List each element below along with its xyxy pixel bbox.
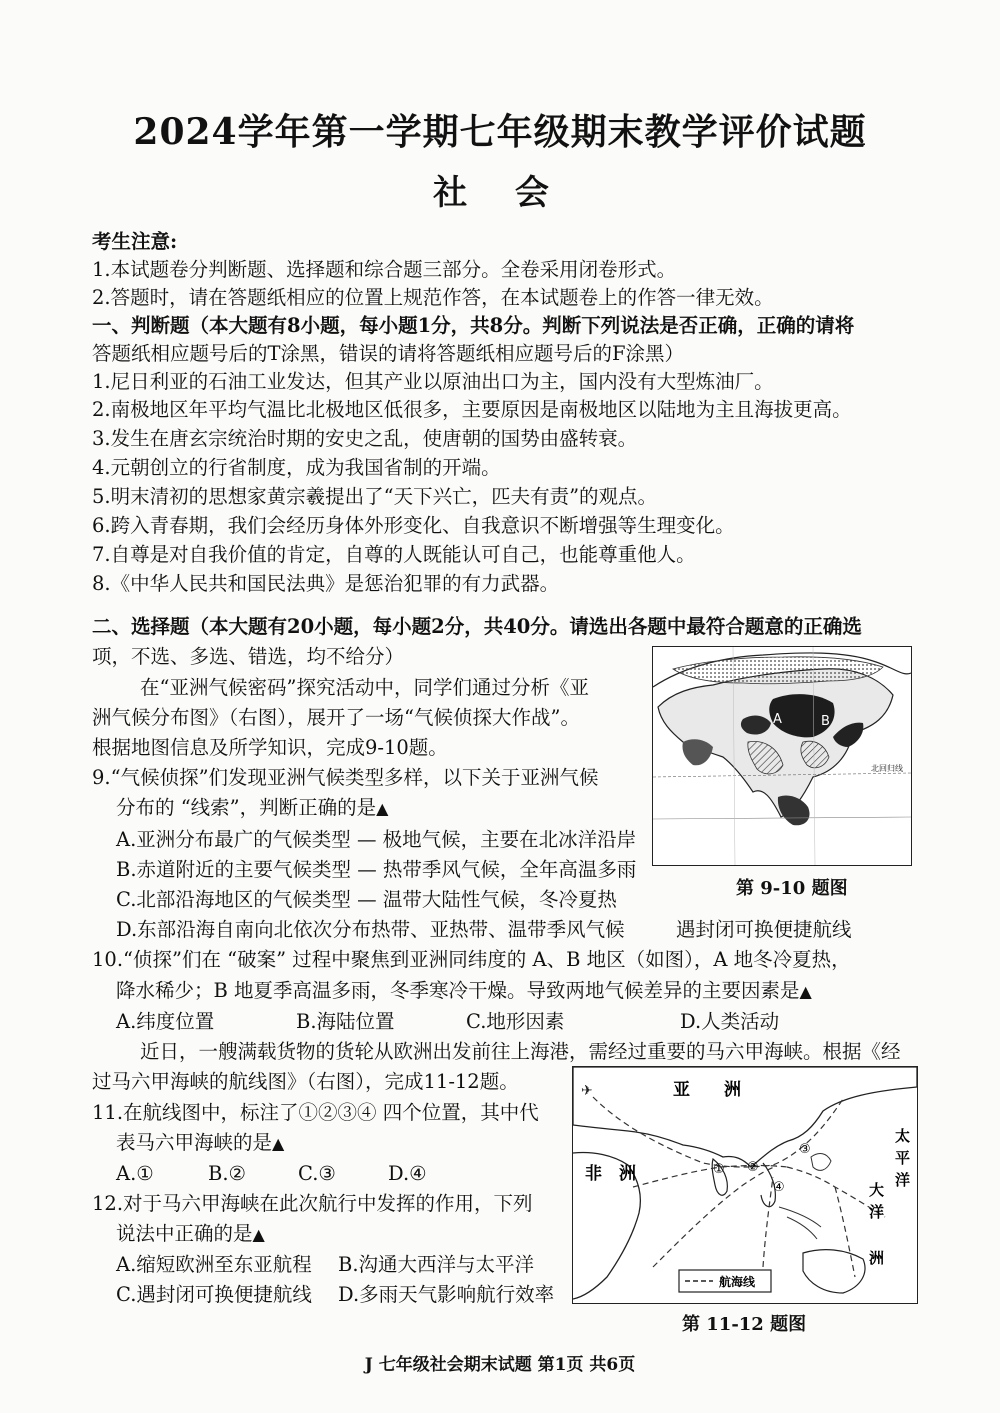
shipping-route-map-graphic <box>573 1067 917 1303</box>
map1-label-a: A <box>773 712 782 727</box>
question-9-option-d: D.东部沿海自南向北依次分布热带、亚热带、温带季风气候 <box>116 918 625 941</box>
map2-africa-label: 非 洲 <box>585 1164 636 1184</box>
map2-pacific-char-1: 太 <box>895 1127 911 1145</box>
question-11-option-a: A.① <box>116 1162 154 1185</box>
asia-climate-map-graphic <box>653 647 911 865</box>
question-12-option-d: D.多雨天气影响航行效率 <box>338 1283 555 1306</box>
page-footer: J 七年级社会期末试题 第1页 共6页 <box>364 1355 636 1375</box>
question-11-option-d: D.④ <box>388 1162 427 1185</box>
judgement-question-5: 5.明末清初的思想家黄宗羲提出了“天下兴亡，匹夫有责”的观点。 <box>92 485 658 508</box>
stray-bleed-text: 遇封闭可换便捷航线 <box>676 918 852 941</box>
question-11-option-b: B.② <box>208 1162 247 1185</box>
intro-9-10-line-2: 洲气候分布图》（右图），展开了一场“气候侦探大作战”。 <box>92 706 580 729</box>
question-12-option-b: B.沟通大西洋与太平洋 <box>338 1253 535 1276</box>
question-9-option-a: A.亚洲分布最广的气候类型 — 极地气候，主要在北冰洋沿岸 <box>116 828 637 851</box>
judgement-question-8: 8.《中华人民共和国民法典》是惩治犯罪的有力武器。 <box>92 572 560 595</box>
route-marker-1: ① <box>713 1162 725 1177</box>
notice-heading: 考生注意: <box>92 230 178 253</box>
map2-asia-label: 亚 洲 <box>673 1080 741 1100</box>
section2-heading: 二、选择题（本大题有20小题，每小题2分，共40分。请选出各题中最符合题意的正确选 <box>92 615 862 638</box>
question-10-option-a: A.纬度位置 <box>116 1010 215 1033</box>
shipping-route-map <box>572 1066 918 1304</box>
question-11-stem-cont <box>116 1129 284 1158</box>
asia-climate-map <box>652 646 912 866</box>
question-12-stem: 12.对于马六甲海峡在此次航行中发挥的作用，下列 <box>92 1192 533 1215</box>
map2-pacific-char-2: 平 <box>895 1149 911 1167</box>
judgement-question-2: 2.南极地区年平均气温比北极地区低很多，主要原因是南极地区以陆地为主且海拔更高。 <box>92 398 852 421</box>
section1-heading <box>92 312 854 340</box>
section2-heading-cont: 项，不选、多选、错选，均不给分） <box>92 645 405 668</box>
question-10-option-b: B.海陆位置 <box>296 1010 395 1033</box>
question-10-stem: 10.“侦探”们在 “破案” 过程中聚焦到亚洲同纬度的 A、B 地区（如图），A 地冬冷夏热， <box>92 948 851 971</box>
map2-oceania-char-1: 大 <box>869 1181 885 1199</box>
section1-heading-cont: 答题纸相应题号后的T涂黑，错误的请将答题纸相应题号后的F涂黑） <box>92 342 685 365</box>
question-9-stem: 9.“气候侦探”们发现亚洲气候类型多样，以下关于亚洲气候 <box>92 766 599 789</box>
intro-11-12-line-1: 近日，一艘满载货物的货轮从欧洲出发前往上海港，需经过重要的马六甲海峡。根据《经 <box>140 1040 901 1063</box>
judgement-question-6: 6.跨入青春期，我们会经历身体外形变化、自我意识不断增强等生理变化。 <box>92 514 735 537</box>
map1-label-b: B <box>821 714 830 729</box>
notice-item-1: 1.本试题卷分判断题、选择题和综合题三部分。全卷采用闭卷形式。 <box>92 258 677 281</box>
intro-11-12-line-2: 过马六甲海峡的航线图》（右图），完成11-12题。 <box>92 1070 519 1093</box>
section1-heading-text: 一、判断题（本大题有8小题，每小题1分，共8分。判断下列说法是否正确，正确的请将 <box>92 314 855 337</box>
question-9-option-b: B.赤道附近的主要气候类型 — 热带季风气候，全年高温多雨 <box>116 858 637 881</box>
question-10-stem-text: 降水稀少；B 地夏季高温多雨，冬季寒冷干燥。导致两地气候差异的主要因素是 <box>116 979 800 1002</box>
svg-text:✈: ✈ <box>581 1083 593 1099</box>
question-11-option-c: C.③ <box>298 1162 336 1185</box>
intro-9-10-line-3: 根据地图信息及所学知识，完成9-10题。 <box>92 736 448 759</box>
exam-subject: 社 会 <box>433 173 567 213</box>
map2-pacific-char-3: 洋 <box>895 1171 911 1189</box>
question-11-stem-text: 表马六甲海峡的是 <box>116 1131 273 1154</box>
map2-oceania-char-3: 洲 <box>869 1249 885 1267</box>
route-marker-2: ② <box>747 1160 759 1175</box>
answer-blank-marker: ▲ <box>272 1134 285 1153</box>
question-12-stem-text: 说法中正确的是 <box>116 1222 253 1245</box>
judgement-question-3: 3.发生在唐玄宗统治时期的安史之乱，使唐朝的国势由盛转衰。 <box>92 427 638 450</box>
question-9-stem-text: 分布的 “线索”，判断正确的是 <box>116 796 377 819</box>
judgement-question-1: 1.尼日利亚的石油工业发达，但其产业以原油出口为主，国内没有大型炼油厂。 <box>92 370 774 393</box>
map1-tropic-label: 北回归线 <box>871 764 903 773</box>
route-marker-4: ④ <box>773 1180 785 1195</box>
question-9-option-c: C.北部沿海地区的气候类型 — 温带大陆性气候，冬冷夏热 <box>116 888 617 911</box>
map2-legend-label: 航海线 <box>719 1275 756 1289</box>
answer-blank-marker: ▲ <box>799 982 812 1001</box>
map1-caption: 第 9-10 题图 <box>736 878 848 899</box>
question-12-option-c: C.遇封闭可换便捷航线 <box>116 1283 312 1306</box>
question-10-stem-cont <box>116 977 812 1006</box>
map2-oceania-char-2: 洋 <box>869 1203 885 1221</box>
question-12-option-a: A.缩短欧洲至东亚航程 <box>116 1253 312 1276</box>
question-11-stem: 11.在航线图中，标注了①②③④ 四个位置，其中代 <box>92 1101 539 1124</box>
judgement-question-7: 7.自尊是对自我价值的肯定，自尊的人既能认可自己，也能尊重他人。 <box>92 543 696 566</box>
intro-9-10-line-1: 在“亚洲气候密码”探究活动中，同学们通过分析《亚 <box>140 676 589 699</box>
question-12-stem-cont <box>116 1220 265 1249</box>
notice-item-2: 2.答题时，请在答题纸相应的位置上规范作答，在本试题卷上的作答一律无效。 <box>92 286 774 309</box>
route-marker-3: ③ <box>799 1142 811 1157</box>
judgement-question-4: 4.元朝创立的行省制度，成为我国省制的开端。 <box>92 456 501 479</box>
question-10-option-c: C.地形因素 <box>466 1010 565 1033</box>
exam-title: 2024学年第一学期七年级期末教学评价试题 <box>133 111 867 153</box>
map2-caption: 第 11-12 题图 <box>682 1314 807 1335</box>
question-9-stem-cont <box>116 794 388 823</box>
answer-blank-marker: ▲ <box>252 1225 265 1244</box>
answer-blank-marker: ▲ <box>376 799 389 818</box>
question-10-option-d: D.人类活动 <box>680 1010 780 1033</box>
